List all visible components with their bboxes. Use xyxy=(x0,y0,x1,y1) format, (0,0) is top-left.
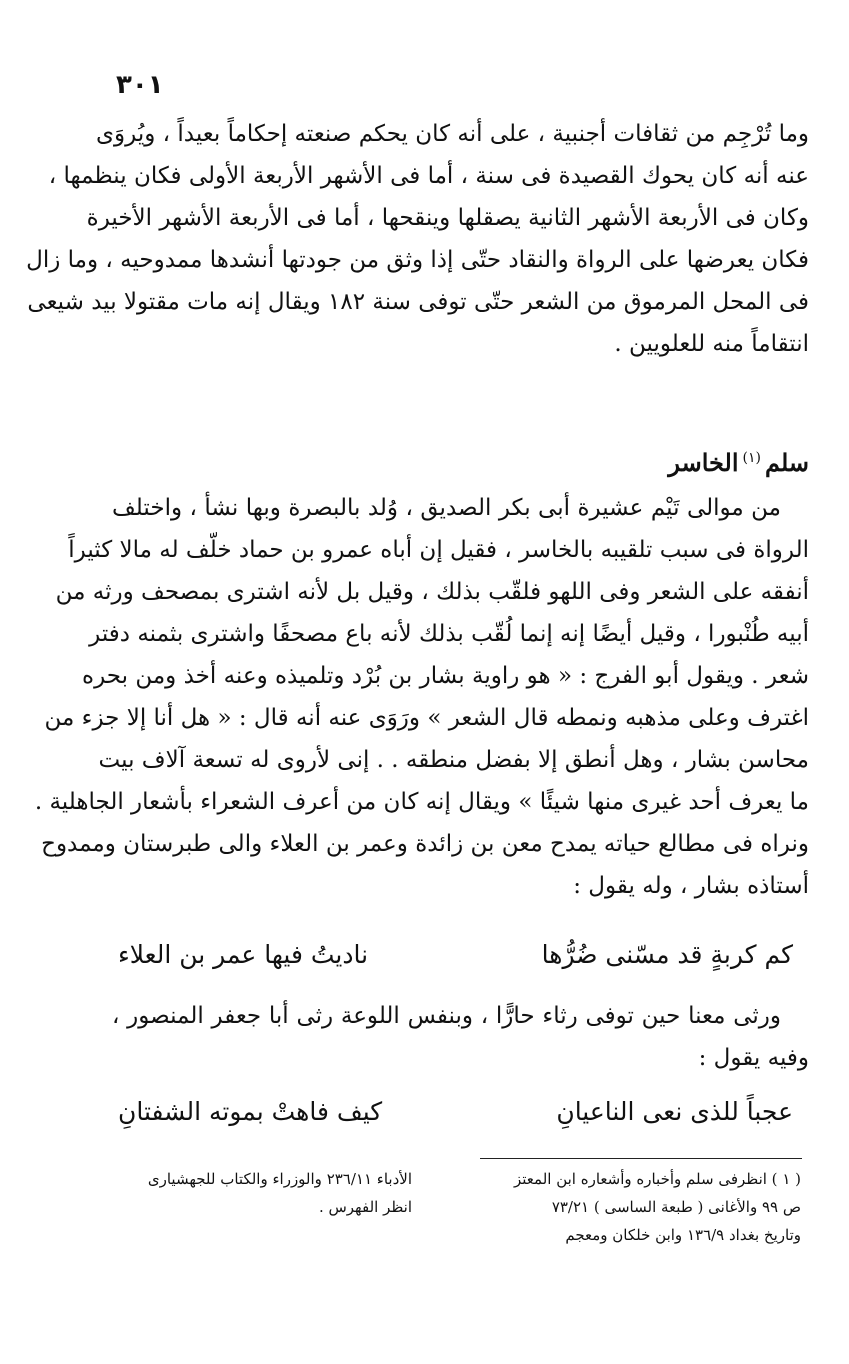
heading-surname: الخاسر xyxy=(668,448,739,477)
paragraph-line: وفيه يقول : xyxy=(698,1045,809,1071)
verse-first-hemistich: كم كربةٍ قد مسّنى ضُرُّها xyxy=(541,940,793,969)
footnote-line: وتاريخ بغداد ١٣٦/٩ وابن خلكان ومعجم xyxy=(565,1226,801,1244)
section-heading xyxy=(668,448,809,477)
footnote-line: ص ٩٩ والأغانى ( طبعة الساسى ) ٧٣/٢١ xyxy=(551,1198,801,1216)
paragraph-1 xyxy=(26,113,809,365)
paragraph-line: عنه أنه كان يحوك القصيدة فى سنة ، أما فى الأشهر الأربعة الأولى فكان ينظمها ، xyxy=(48,163,809,189)
verse-second-hemistich: كيف فاهتْ بموته الشفتانِ xyxy=(118,1097,383,1126)
paragraph-line: اغترف وعلى مذهبه ونمطه قال الشعر » ورَوَى عنه أنه قال : « هل أنا إلا جزء من xyxy=(44,705,809,731)
verse-second-hemistich: ناديتُ فيها عمر بن العلاء xyxy=(118,940,369,969)
footnote-divider xyxy=(480,1158,802,1159)
paragraph-2 xyxy=(34,487,809,907)
footnote-line: ( ١ ) انظرفى سلم وأخباره وأشعاره ابن المعتز xyxy=(513,1170,801,1188)
paragraph-line: وما تُرْجِم من ثقافات أجنبية ، على أنه كان يحكم صنعته إحكاماً بعيداً ، ويُروَى xyxy=(96,121,809,147)
paragraph-line: فى المحل المرموق من الشعر حتّى توفى سنة ١٨٢ ويقال إنه مات مقتولا بيد شيعى xyxy=(27,289,809,315)
heading-name: سلم xyxy=(764,448,809,477)
paragraph-line: أبيه طُنْبورا ، وقيل أيضًا إنه إنما لُقّب بذلك لأنه باع مصحفًا واشترى بثمنه دفتر xyxy=(89,621,809,647)
poem-verse-2 xyxy=(118,1097,793,1126)
footnote-right-column xyxy=(481,1165,801,1249)
paragraph-line: ما يعرف أحد غيرى منها شيئًا » ويقال إنه كان من أعرف الشعراء بأشعار الجاهلية . xyxy=(34,789,809,815)
footnote-left-column xyxy=(112,1165,412,1221)
page-number: ٣٠١ xyxy=(116,70,164,100)
paragraph-3 xyxy=(112,995,809,1079)
paragraph-line: وكان فى الأربعة الأشهر الثانية يصقلها وينقحها ، أما فى الأربعة الأشهر الأخيرة xyxy=(86,205,809,231)
paragraph-line: أستاذه بشار ، وله يقول : xyxy=(573,873,809,899)
poem-verse-1 xyxy=(118,940,793,969)
footnote-line: انظر الفهرس . xyxy=(318,1198,412,1216)
footnote-reference: (١) xyxy=(742,450,761,466)
paragraph-line: الرواة فى سبب تلقيبه بالخاسر ، فقيل إن أباه عمرو بن حماد خلّف له مالا كثيراً xyxy=(68,537,809,563)
paragraph-line: محاسن بشار ، وهل أنطق إلا بفضل منطقه . . إنى لأروى له تسعة آلاف بيت xyxy=(98,747,809,773)
paragraph-line: ونراه فى مطالع حياته يمدح معن بن زائدة وعمر بن العلاء والى طبرستان وممدوح xyxy=(41,831,809,857)
verse-first-hemistich: عجباً للذى نعى الناعيانِ xyxy=(556,1097,793,1126)
paragraph-line: من موالى تَيْم عشيرة أبى بكر الصديق ، وُلد بالبصرة وبها نشأ ، واختلف xyxy=(112,495,781,521)
paragraph-line: ورثى معنا حين توفى رثاء حارًّا ، وبنفس اللوعة رثى أبا جعفر المنصور ، xyxy=(112,1003,781,1029)
paragraph-line: فكان يعرضها على الرواة والنقاد حتّى إذا وثق من جودتها أنشدها ممدوحيه ، وما زال xyxy=(26,247,809,273)
paragraph-line: شعر . ويقول أبو الفرج : « هو راوية بشار بن بُرْد وتلميذه وعنه أخذ ومن بحره xyxy=(82,663,809,689)
paragraph-line: انتقاماً منه للعلويين . xyxy=(614,331,809,357)
paragraph-line: أنفقه على الشعر وفى اللهو فلقّب بذلك ، وقيل بل لأنه اشترى بمصحف ورثه من xyxy=(55,579,809,605)
footnote-line: الأدباء ٢٣٦/١١ والوزراء والكتاب للجهشيارى xyxy=(147,1170,412,1188)
